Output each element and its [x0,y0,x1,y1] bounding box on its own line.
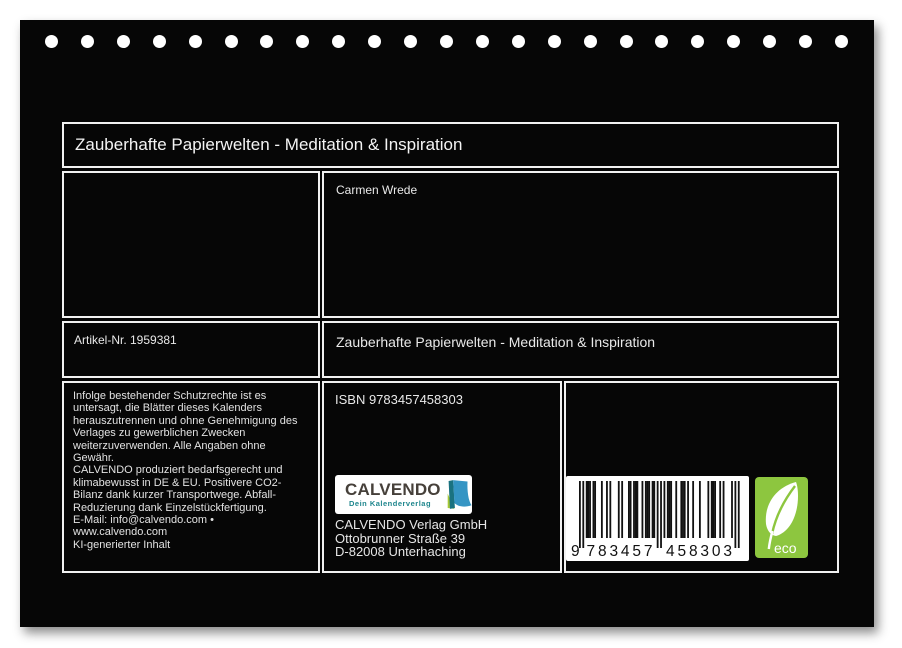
binding-hole [189,35,202,48]
binding-hole [512,35,525,48]
text-line: herauszutrennen und ohne Genehmigung des [73,414,298,427]
subtitle-cell [322,321,839,378]
calendar-back-card [20,20,874,627]
text-line: Infolge bestehender Schutzrechte ist es [73,390,267,402]
artikel-cell [62,321,320,378]
binding-hole [655,35,668,48]
text-line: Reduzierung dank Einzelstückfertigung. [73,501,267,514]
calendar-title: Zauberhafte Papierwelten - Meditation & Inspiration [75,135,463,154]
author-cell [322,171,839,318]
text-line: E-Mail: info@calvendo.com • [73,514,214,527]
text-line: KI-generierter Inhalt [73,538,171,551]
text-line: klimabewusst in DE & EU. Positivere CO2- [73,476,282,489]
title-bar [62,122,839,168]
text-line: Verlages zu gewerblichen Zwecken [73,427,246,440]
binding-hole [45,35,58,48]
eco-badge [755,477,808,558]
binding-hole [691,35,704,48]
calvendo-logo-subtext: Dein Kalenderverlag [349,499,432,508]
binding-hole [440,35,453,48]
barcode-digits-left: 783457 [586,543,653,560]
text-line: weiterzuverwenden. Alle Angaben ohne [73,439,266,452]
binding-hole [368,35,381,48]
barcode-digits-right: 458303 [666,543,732,560]
eco-label: eco [774,540,797,556]
artikel-number: Artikel-Nr. 1959381 [74,333,177,347]
binding-hole [296,35,309,48]
text-line: untersagt, die Blätter dieses Kalenders [73,402,262,415]
isbn-number: ISBN 9783457458303 [335,392,463,407]
text-line: Gewähr. [73,452,114,465]
calvendo-logo [335,475,472,514]
binding-hole [835,35,848,48]
binding-hole [548,35,561,48]
binding-hole [799,35,812,48]
info-table [62,122,841,573]
barcode-digit-lead: 9 [571,543,580,560]
binding-hole [404,35,417,48]
calvendo-logo-text: CALVENDO [345,480,441,499]
barcode-cell [564,381,839,573]
text-line: www.calvendo.com [73,526,168,539]
calendar-page-icon [445,478,472,511]
binding-hole [260,35,273,48]
cover-preview-placeholder [62,171,320,318]
text-line: Ottobrunner Straße 39 [335,530,466,546]
author-name: Carmen Wrede [336,183,418,197]
binding-hole [225,35,238,48]
binding-hole [584,35,597,48]
binding-hole [620,35,633,48]
legal-text [62,381,320,573]
binding-hole [332,35,345,48]
binding-hole [153,35,166,48]
calendar-subtitle: Zauberhafte Papierwelten - Meditation & Inspiration [336,334,656,350]
ean-barcode [566,476,749,561]
publisher-cell [322,381,562,573]
text-line: Bilanz dank kurzer Transportwege. Abfall- [73,489,276,502]
binding-hole [763,35,776,48]
text-line: D-82008 Unterhaching [335,544,466,559]
text-line: CALVENDO Verlag GmbH [335,517,488,532]
publisher-address [335,518,487,559]
binding-hole [727,35,740,48]
binding-hole [81,35,94,48]
text-line: CALVENDO produziert bedarfsgerecht und [73,464,283,477]
binding-hole [117,35,130,48]
binding-hole [476,35,489,48]
binding-holes [45,35,848,48]
